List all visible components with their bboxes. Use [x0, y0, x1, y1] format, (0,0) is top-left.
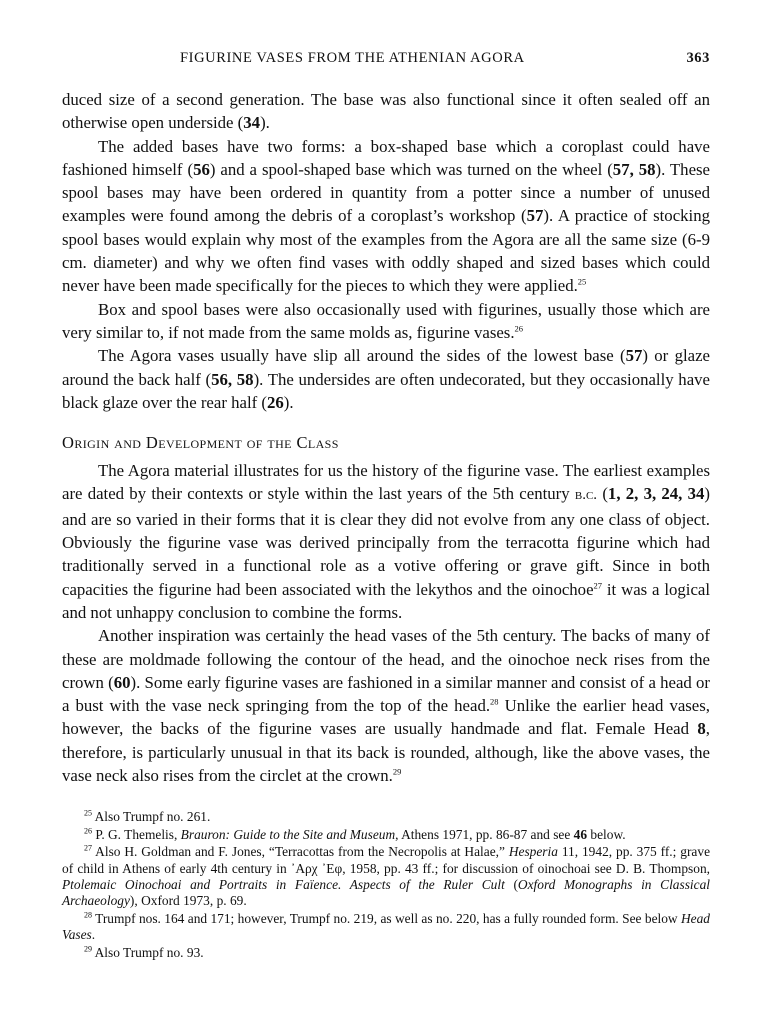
paragraph-box-spool-bases: Box and spool bases were also occasionally used with figurines, usually those which are very similar to, if not made from the same molds as, figurine vases.$^{26}$ — [62, 299, 710, 342]
catalogue-ref: 57 — [625, 346, 643, 366]
paragraph-slip-glaze: The Agora vases usually have slip all around the sides of the lowest base (57) or glaze around the back half (56, 58). The undersides are often undecorated, but they occasionally have black glaze over the rear half (26). — [62, 346, 710, 412]
footnote-28: $^{28}$ Trumpf nos. 164 and 171; however, Trumpf no. 219, as well as no. 220, has a fully rounded form. See below Head Vases. — [62, 910, 710, 943]
catalogue-ref: 57 — [526, 206, 544, 226]
footnote-25: $^{25}$ Also Trumpf no. 261. — [84, 808, 211, 825]
page — [62, 50, 710, 962]
body-text — [62, 88, 710, 787]
footnote-27: $^{27}$ Also H. Goldman and F. Jones, “Terracottas from the Necropolis at Halae,” Hesperia 11, 1942, pp. 375 ff.; grave of child in Athens of early 4th century in ᾿Αρχ ᾿Εφ, 1958, pp. 43 ff.; for discussion of oinochoai see D. B. Thompson, Ptolemaic Oinochoai and Portraits in Faïence. Aspects of the Ruler Cult (Oxford Monographs in Classical Archaeology), Oxford 1973, p. 69. — [62, 843, 711, 909]
catalogue-ref: 56 — [193, 159, 210, 179]
footnote-ref: 28 — [490, 696, 499, 707]
footnote-ref: 26 — [514, 323, 524, 334]
footnote-26: $^{26}$ P. G. Themelis, Brauron: Guide to the Site and Museum, Athens 1971, pp. 86-87 and see 46 below. — [84, 826, 626, 842]
footnote-ref: 27 — [593, 580, 603, 591]
paragraph-added-bases: The added bases have two forms: a box-shaped base which a coroplast could have fashioned himself (56) and a spool-shaped base which was turned on the wheel (57, 58). These spool bases may have been ordered in quantity from a potter since a number of unused examples were found among the debris of a coroplast’s workshop (57). A practice of stocking spool bases would explain why most of the examples from the Agora are all the same size (6-9 cm. diameter) and why we often find vases with oddly shaped and sized bases which could never have been made specifically for the pieces to which they were applied.$^{25}$ — [62, 136, 710, 296]
catalogue-ref: 26 — [266, 392, 284, 412]
catalogue-ref: 57, 58 — [612, 159, 656, 179]
section-heading: Origin and Development of the Class — [62, 433, 339, 453]
paragraph-origin: The Agora material illustrates for us the history of the figurine vase. The earliest examples are dated by their contexts or style within the last years of the 5th century b.c. (1, 2, 3, 24, 34) and are so varied in their forms that it is clear they did not evolve from any one class of object. Obviously the figurine vase was derived principally from the terracotta figurine which had traditionally served in a functional role as a votive offering or grave gift. Since in both capacities the figurine had been associated with the lekythos and the oinochoe$^{27}$ it was a logical and not unhappy conclusion to combine the forms. — [62, 461, 710, 622]
running-title: FIGURINE VASES FROM THE ATHENIAN AGORA — [180, 50, 525, 66]
catalogue-ref: 1, 2, 3, 24, 34 — [607, 484, 705, 504]
paragraph-base-function: duced size of a second generation. The base was also functional since it often sealed off an otherwise open underside (34). — [62, 90, 710, 133]
page-number: 363 — [686, 50, 710, 66]
catalogue-ref: 34 — [243, 113, 261, 133]
footnote-29: $^{29}$ Also Trumpf no. 93. — [84, 944, 204, 960]
catalogue-ref: 56, 58 — [211, 369, 254, 389]
catalogue-ref: 60 — [113, 672, 131, 692]
footnotes — [62, 809, 710, 961]
running-head — [62, 50, 710, 72]
catalogue-ref: 8 — [697, 719, 706, 739]
paragraph-head-vases: Another inspiration was certainly the head vases of the 5th century. The backs of many of these are moldmade following the contour of the head, and the oinochoe neck rises from the crown (60). Some early figurine vases are fashioned in a similar manner and consist of a head or a bust with the vase neck springing from the top of the head.$^{28}$ Unlike the earlier head vases, however, the backs of the figurine vases are usually handmade and flat. Female Head 8, therefore, is particularly unusual in that its back is rounded, although, like the above vases, the vase neck also rises from the circlet at the crown.$^{29}$ — [62, 626, 710, 786]
footnote-ref: 25 — [577, 276, 587, 287]
footnote-ref: 29 — [392, 766, 402, 777]
